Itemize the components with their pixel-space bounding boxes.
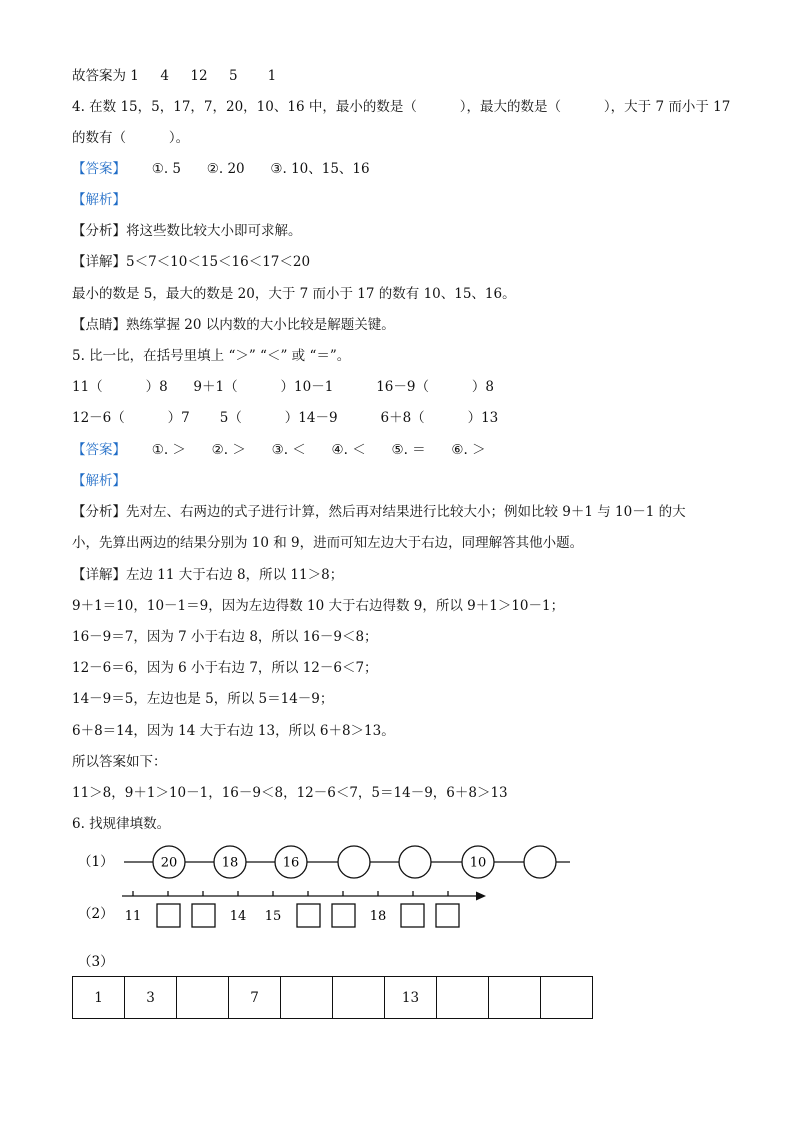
q5-detail-line-2: 9＋1＝10，10－1＝9，因为左边得数 10 大于右边得数 9，所以 9＋1＞10－1； <box>72 598 565 614</box>
table-cell <box>333 977 385 1019</box>
q5-detail-line-6: 6＋8＝14，因为 14 大于右边 13，所以 6＋8＞13。 <box>72 723 395 739</box>
pattern-1-circle <box>524 846 556 878</box>
fenxi-tag: 【分析】 <box>72 223 126 239</box>
pattern-1-circle <box>399 846 431 878</box>
number-line-label: 18 <box>369 909 387 924</box>
q5-row-1: 11（ ）8 9＋1（ ）10－1 16－9（ ）8 <box>72 379 494 395</box>
q5-fenxi-line-2: 小，先算出两边的结果分别为 10 和 9，进而可知左边大于右边，同理解答其他小题。 <box>72 535 584 551</box>
pattern-1-circle <box>462 846 494 878</box>
q5-row-2: 12－6（ ）7 5（ ）14－9 6＋8（ ）13 <box>72 410 499 426</box>
pattern-1-circle <box>153 846 185 878</box>
pattern-1-circle <box>275 846 307 878</box>
q4-answer-text: ①. 5 ②. 20 ③. 10、15、16 <box>126 161 370 177</box>
detail-tag: 【详解】 <box>72 567 126 583</box>
pattern-1-label: （1） <box>78 854 114 870</box>
q5-detail-line-3: 16－9＝7，因为 7 小于右边 8，所以 16－9＜8； <box>72 629 378 645</box>
pattern-3-label: （3） <box>78 954 114 970</box>
answer-tag: 【答案】 <box>72 442 126 458</box>
previous-answer-line: 故答案为 1 4 12 5 1 <box>72 68 277 84</box>
table-cell <box>437 977 489 1019</box>
blank-box <box>401 904 424 927</box>
question-4-line-1: 4. 在数 15，5，17，7，20，10、16 中，最小的数是（ ），最大的数是（ ），大于 7 而小于 17 <box>72 99 731 115</box>
q4-dianjing-text: 熟练掌握 20 以内数的大小比较是解题关键。 <box>126 317 395 333</box>
q5-summary-heading: 所以答案如下： <box>72 754 167 770</box>
answer-tag: 【答案】 <box>72 161 126 177</box>
analysis-tag: 【解析】 <box>72 192 126 208</box>
pattern-1-circle <box>214 846 246 878</box>
q4-detail-line-2: 最小的数是 5，最大的数是 20，大于 7 而小于 17 的数有 10、15、16。 <box>72 286 516 302</box>
pattern-1-value: 18 <box>221 855 239 871</box>
pattern-1-value: 10 <box>469 855 487 871</box>
table-cell: 7 <box>229 977 281 1019</box>
detail-tag: 【详解】 <box>72 254 126 270</box>
q4-fenxi-text: 将这些数比较大小即可求解。 <box>126 223 302 239</box>
table-cell <box>177 977 229 1019</box>
pattern-3-table <box>72 976 593 1019</box>
q5-summary-line: 11＞8，9＋1＞10－1，16－9＜8，12－6＜7，5＝14－9，6＋8＞13 <box>72 785 508 801</box>
table-cell <box>541 977 593 1019</box>
table-row <box>73 977 593 1019</box>
blank-box <box>436 904 459 927</box>
pattern-2-label: （2） <box>78 906 114 922</box>
pattern-1-value: 20 <box>160 855 178 871</box>
question-4-line-2: 的数有（ ）。 <box>72 130 190 146</box>
analysis-tag: 【解析】 <box>72 473 126 489</box>
table-cell <box>281 977 333 1019</box>
pattern-1-circle <box>338 846 370 878</box>
number-line-label: 15 <box>264 909 282 924</box>
dianjing-tag: 【点睛】 <box>72 317 126 333</box>
question-6-line: 6. 找规律填数。 <box>72 816 171 832</box>
pattern-1-value: 16 <box>282 855 300 871</box>
q5-fenxi-text: 先对左、右两边的式子进行计算，然后再对结果进行比较大小；例如比较 9＋1 与 10－1 的大 <box>126 504 686 520</box>
blank-box <box>157 904 180 927</box>
q5-detail-text: 左边 11 大于右边 8，所以 11＞8； <box>126 567 344 583</box>
q5-detail-line-4: 12－6＝6，因为 6 小于右边 7，所以 12－6＜7； <box>72 660 378 676</box>
table-cell: 3 <box>125 977 177 1019</box>
question-5-line: 5. 比一比，在括号里填上 “＞” “＜” 或 “＝”。 <box>72 348 351 364</box>
blank-box <box>192 904 215 927</box>
q5-answer-text: ①. ＞ ②. ＞ ③. ＜ ④. ＜ ⑤. ＝ ⑥. ＞ <box>126 442 486 458</box>
blank-box <box>297 904 320 927</box>
blank-box <box>332 904 355 927</box>
number-line-label: 14 <box>229 909 247 924</box>
table-cell: 1 <box>73 977 125 1019</box>
fenxi-tag: 【分析】 <box>72 504 126 520</box>
arrow-right-icon <box>476 892 486 901</box>
number-line-label: 11 <box>124 909 142 924</box>
table-cell <box>489 977 541 1019</box>
q4-detail-text: 5＜7＜10＜15＜16＜17＜20 <box>126 254 311 270</box>
table-cell: 13 <box>385 977 437 1019</box>
q5-detail-line-5: 14－9＝5，左边也是 5，所以 5＝14－9； <box>72 691 334 707</box>
